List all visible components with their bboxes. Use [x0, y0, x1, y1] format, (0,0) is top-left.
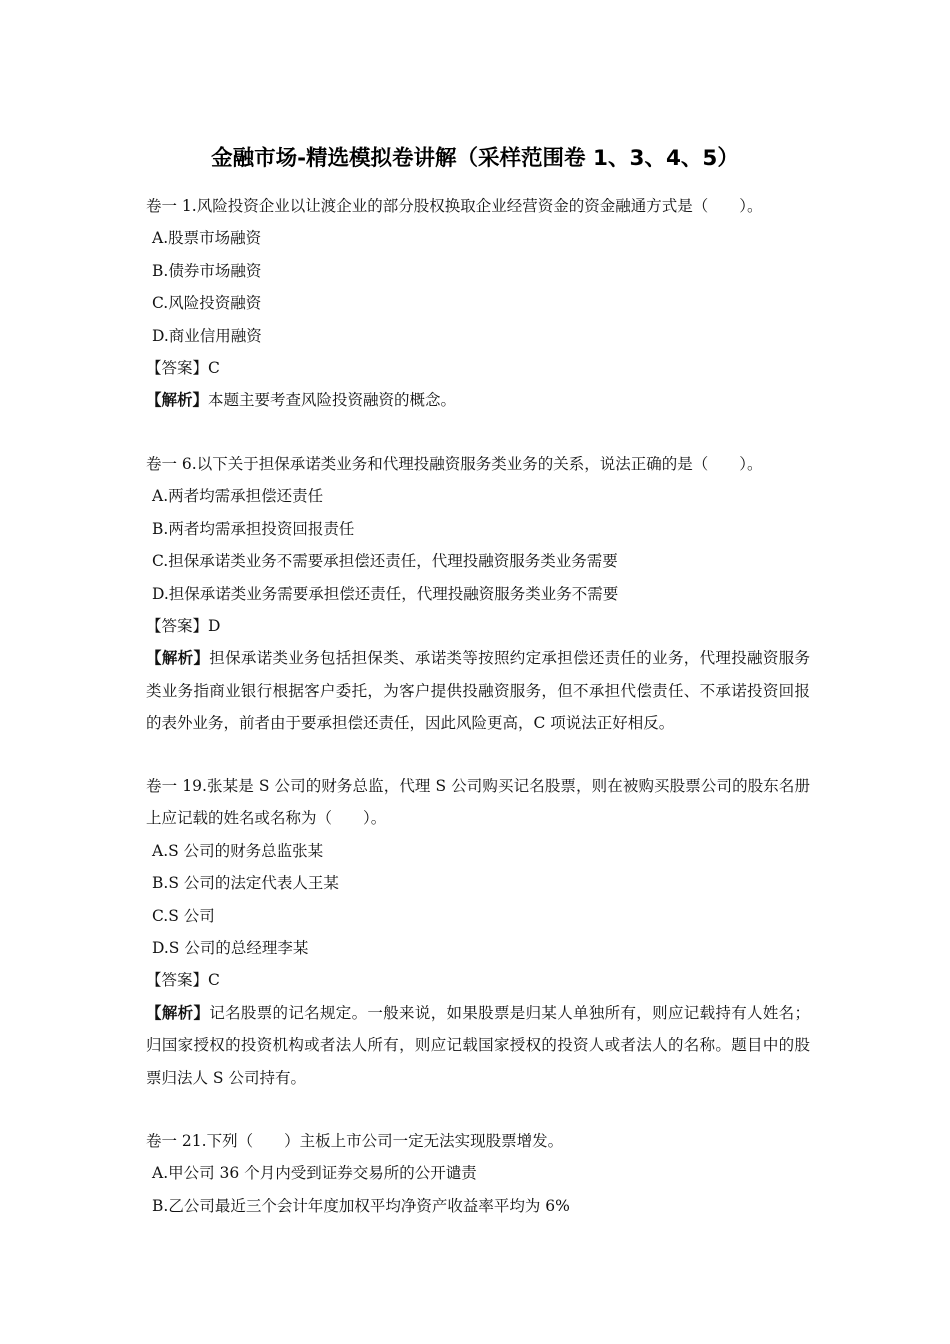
analysis-label: 【解析】 — [146, 390, 209, 410]
option-a: A.甲公司 36 个月内受到证券交易所的公开谴责 — [152, 1164, 477, 1183]
analysis-paragraph — [146, 384, 810, 416]
option-b: B.S 公司的法定代表人王某 — [152, 874, 339, 893]
analysis-paragraph — [146, 997, 810, 1094]
analysis-text: 担保承诺类业务包括担保类、承诺类等按照约定承担偿还责任的业务，代理投融资服务类业务指商业银行根据客户委托，为客户提供投融资服务，但不承担代偿责任、不承诺投资回报的表外业务，前者由于要承担偿还责任，因此风险更高，C 项说法正好相反。 — [146, 649, 810, 733]
answer-label: 【答案】 — [146, 971, 209, 990]
answer-line — [146, 610, 810, 642]
question-stem: 卷一 19.张某是 S 公司的财务总监，代理 S 公司购买记名股票，则在被购买股票公司的股东名册上应记载的姓名或名称为（ ）。 — [146, 777, 810, 828]
option-b: B.两者均需承担投资回报责任 — [152, 519, 355, 538]
option-c: C.风险投资融资 — [152, 294, 262, 313]
option-d: D.商业信用融资 — [152, 326, 262, 345]
question-stem: 卷一 6.以下关于担保承诺类业务和代理投融资服务类业务的关系，说法正确的是（ ）。 — [146, 455, 763, 473]
answer-value: C — [208, 971, 220, 990]
option-a: A.两者均需承担偿还责任 — [152, 487, 324, 506]
analysis-text: 记名股票的记名规定。一般来说，如果股票是归某人单独所有，则应记载持有人姓名；归国家授权的投资机构或者法人所有，则应记载国家授权的投资人或者法人的名称。题目中的股票归法人 S 公司持有。 — [146, 1003, 810, 1087]
option-c: C.S 公司 — [152, 906, 215, 925]
answer-label: 【答案】 — [146, 616, 209, 635]
answer-line — [146, 352, 810, 384]
option-b: B.乙公司最近三个会计年度加权平均净资产收益率平均为 6% — [152, 1196, 570, 1215]
analysis-label: 【解析】 — [146, 1002, 210, 1022]
analysis-paragraph — [146, 642, 810, 739]
option-d: D.担保承诺类业务需要承担偿还责任，代理投融资服务类业务不需要 — [152, 584, 619, 603]
question-block — [146, 190, 810, 417]
option-a: A.S 公司的财务总监张某 — [152, 841, 324, 860]
question-block — [146, 1125, 810, 1222]
question-block — [146, 770, 810, 1094]
answer-value: D — [208, 616, 221, 635]
answer-value: C — [208, 358, 220, 377]
answer-line — [146, 964, 810, 996]
question-stem: 卷一 21.下列（ ）主板上市公司一定无法实现股票增发。 — [146, 1132, 564, 1150]
question-stem: 卷一 1.风险投资企业以让渡企业的部分股权换取企业经营资金的资金融通方式是（ ）。 — [146, 197, 763, 215]
analysis-label: 【解析】 — [146, 648, 210, 668]
option-d: D.S 公司的总经理李某 — [152, 938, 309, 957]
option-a: A.股票市场融资 — [152, 229, 262, 248]
analysis-text: 本题主要考查风险投资融资的概念。 — [208, 391, 457, 410]
question-block — [146, 448, 810, 740]
answer-label: 【答案】 — [146, 358, 209, 377]
document-title: 金融市场-精选模拟卷讲解（采样范围卷 1、3、4、5） — [211, 146, 739, 171]
option-c: C.担保承诺类业务不需要承担偿还责任，代理投融资服务类业务需要 — [152, 552, 618, 571]
option-b: B.债券市场融资 — [152, 261, 262, 280]
